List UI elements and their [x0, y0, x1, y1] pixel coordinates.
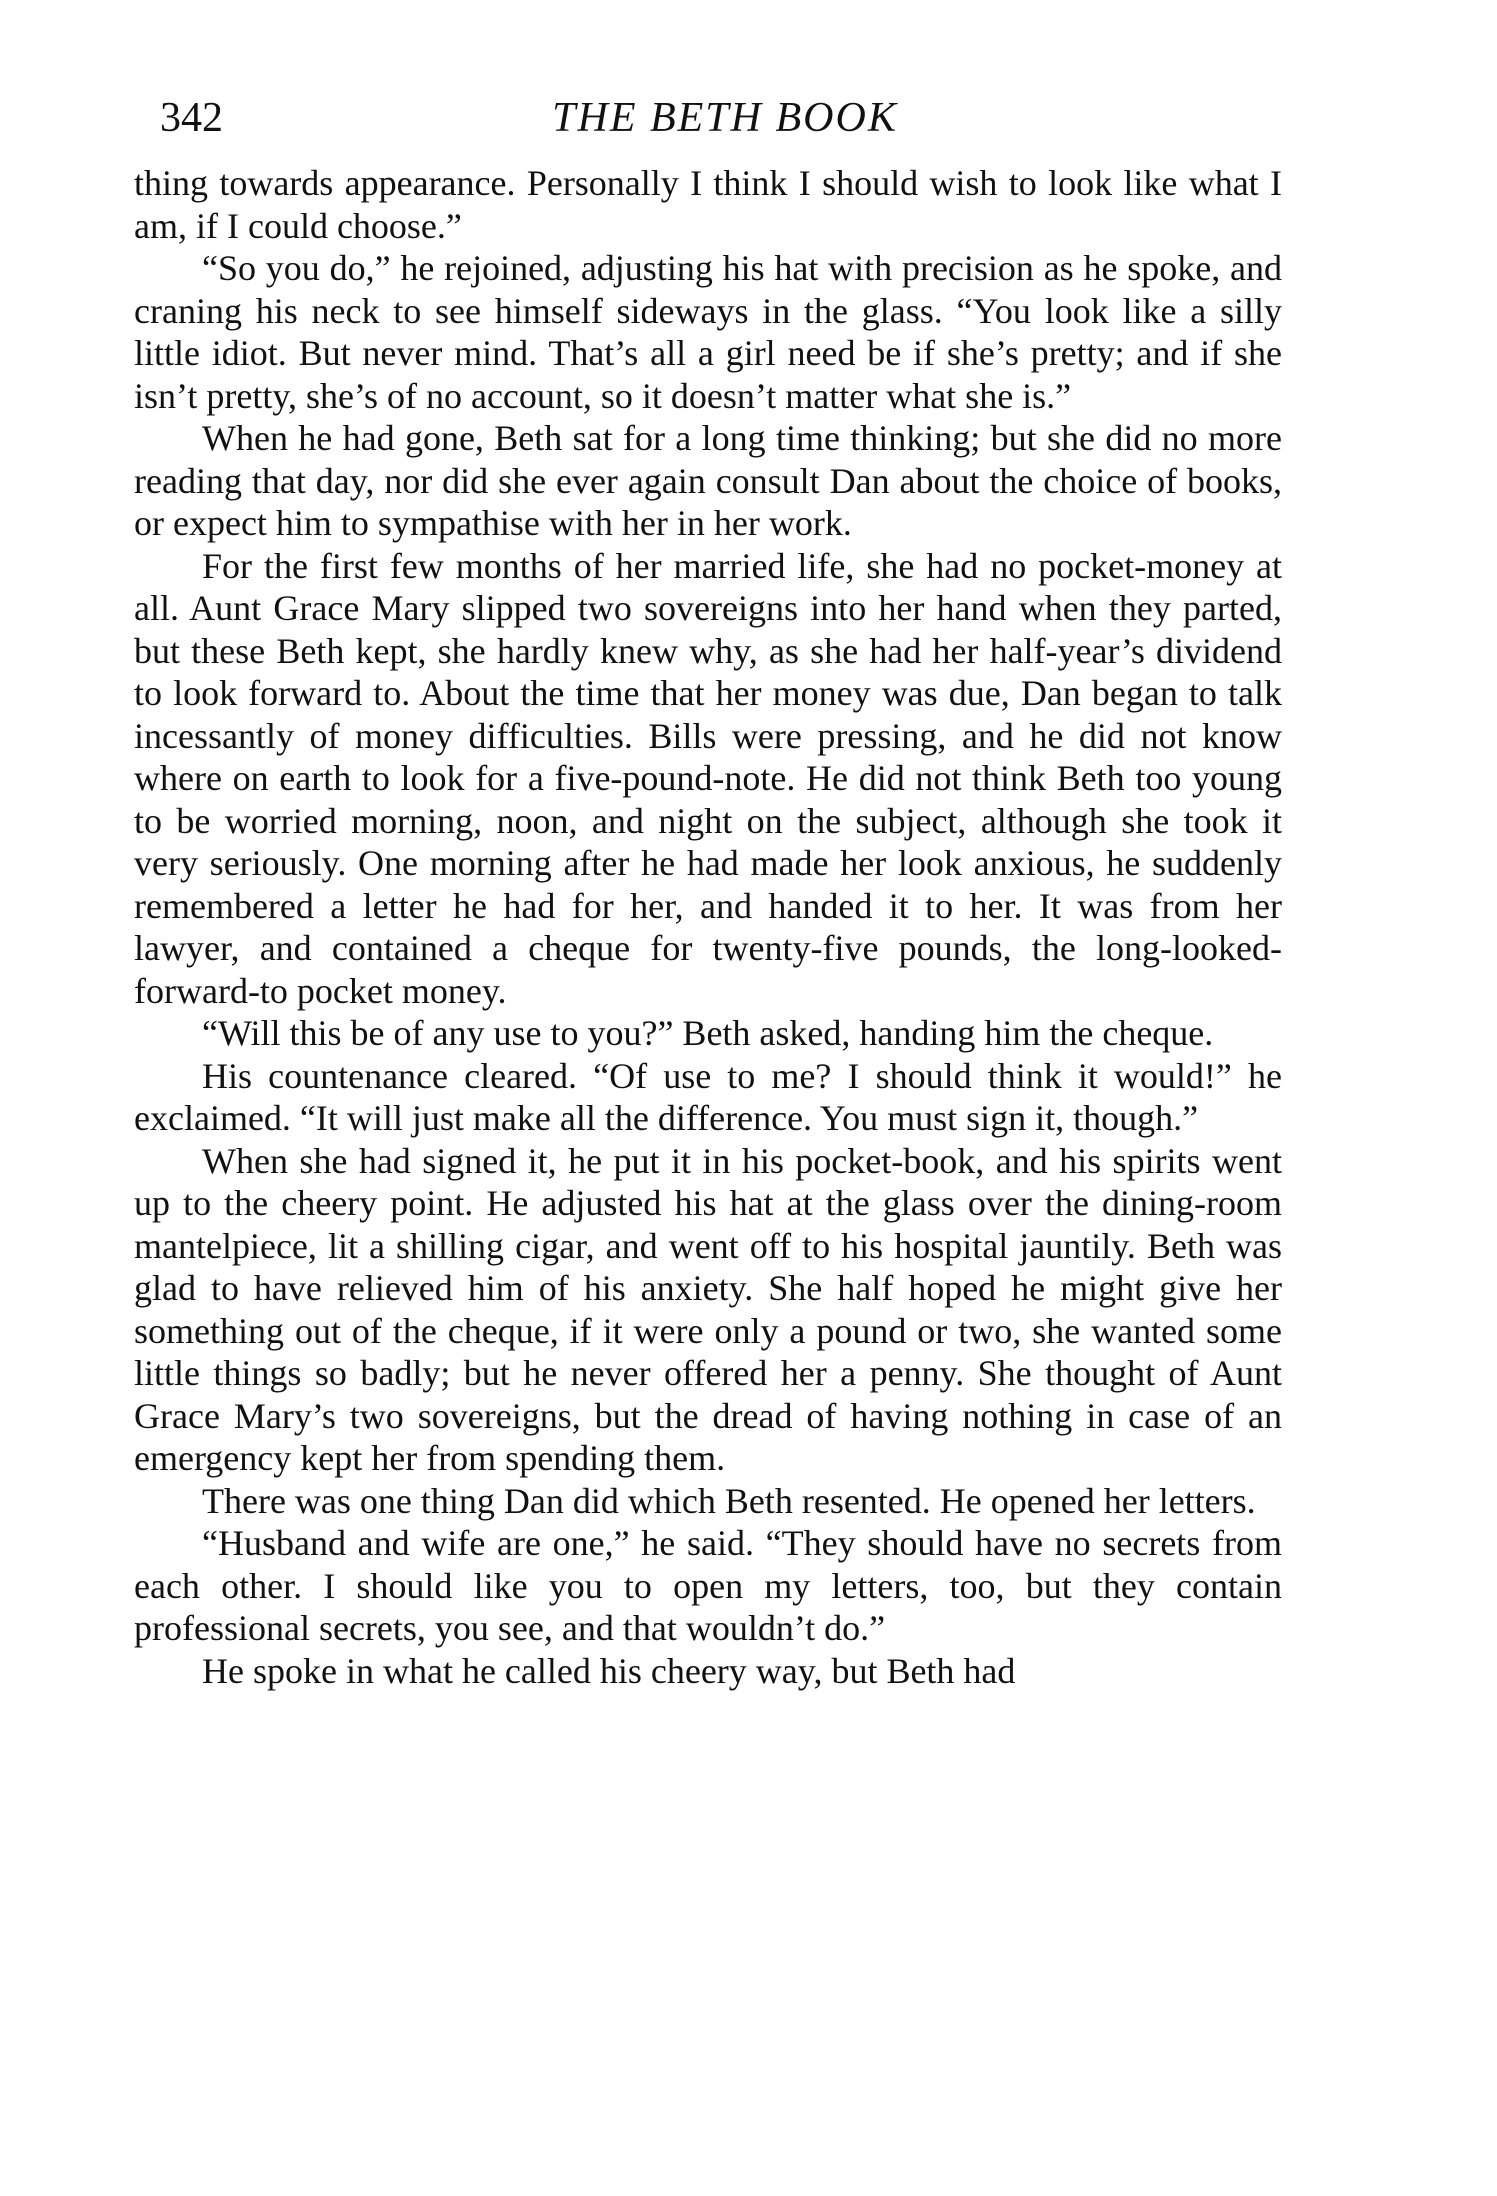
paragraph: “Will this be of any use to you?” Beth asked, handing him the cheque. — [202, 1013, 1214, 1053]
paragraph: When she had signed it, he put it in his pocket-book, and his spirits went up to the cheery point. He adjusted his hat at the glass over the dining-room mantelpiece, lit a shilling cigar, and went off to his hospital jauntily. Beth was glad to have relieved him of his anxiety. She half hoped he might give her something out of the cheque, if it were only a pound or two, she wanted some little things so badly; but he never offered her a penny. She thought of Aunt Grace Mary’s two sovereigns, but the dread of having nothing in case of an emergency kept her from spending them. — [134, 1140, 1282, 1478]
paragraph-continued: thing towards appearance. Personally I think I should wish to look like what I am, if I could choose.” — [134, 163, 1282, 246]
paragraph: “So you do,” he rejoined, adjusting his hat with precision as he spoke, and craning his neck to see himself sideways in the glass. “You look like a silly little idiot. But never mind. That’s all a girl need be if she’s pretty; and if she isn’t pretty, she’s of no account, so it doesn’t matter what she is.” — [134, 248, 1282, 416]
page-header — [160, 88, 1290, 148]
paragraph: When he had gone, Beth sat for a long time thinking; but she did no more reading that day, nor did she ever again consult Dan about the choice of books, or expect him to sympathise with her in her work. — [134, 418, 1282, 543]
page-number: 342 — [160, 95, 223, 141]
paragraph: His countenance cleared. “Of use to me? I should think it would!” he exclaimed. “It will just make all the difference. You must sign it, though.” — [134, 1055, 1282, 1138]
body-text — [134, 162, 1282, 1692]
paragraph: For the first few months of her married life, she had no pocket-money at all. Aunt Grace Mary slipped two sovereigns into her hand when they parted, but these Beth kept, she hardly knew why, as she had her half-year’s dividend to look forward to. About the time that her money was due, Dan began to talk incessantly of money difficulties. Bills were pressing, and he did not know where on earth to look for a five-pound-note. He did not think Beth too young to be worried morning, noon, and night on the subject, although she took it very seriously. One morning after he had made her look anxious, he suddenly remembered a letter he had for her, and handed it to her. It was from her lawyer, and contained a cheque for twenty-five pounds, the long-looked-forward-to pocket money. — [134, 545, 1282, 1011]
paragraph: He spoke in what he called his cheery way, but Beth had — [202, 1650, 1016, 1691]
running-title: THE BETH BOOK — [552, 95, 898, 141]
paragraph: There was one thing Dan did which Beth resented. He opened her letters. — [202, 1480, 1256, 1521]
paragraph: “Husband and wife are one,” he said. “They should have no secrets from each other. I should like you to open my letters, too, but they contain professional secrets, you see, and that wouldn’t do.” — [134, 1523, 1282, 1648]
